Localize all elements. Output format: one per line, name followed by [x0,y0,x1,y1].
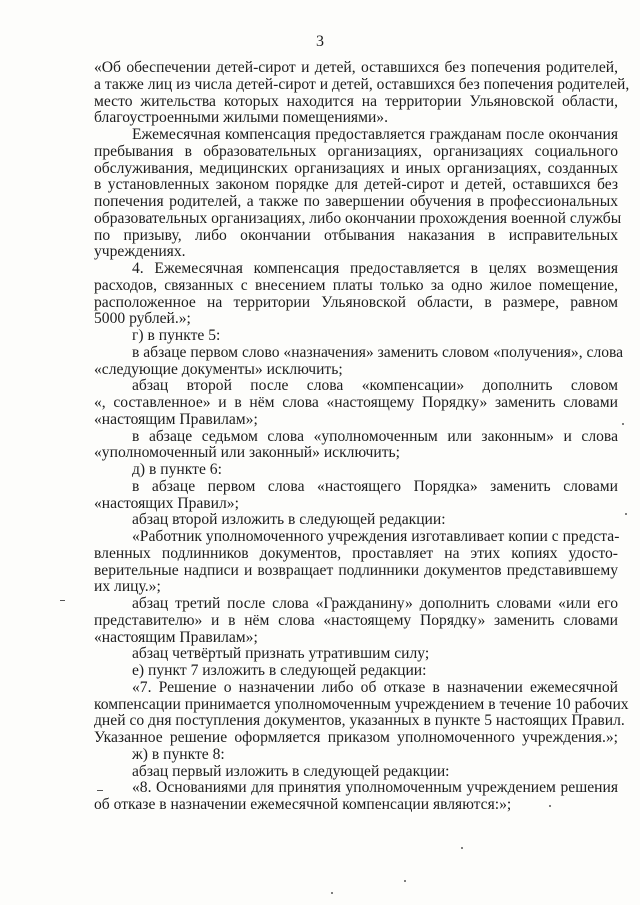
text-line: абзац третий после слова «Гражданину» дополнить словами «или его [132,595,618,612]
text-line: об отказе в назначении ежемесячной компенсации являются:»; [94,796,512,813]
text-line: «настоящим Правилам»; [94,410,258,428]
scan-speck [60,600,65,601]
text-line: расходов, связанных с внесением платы только за одно жилое помещение, [94,276,618,294]
scan-speck [622,423,624,425]
text-line: «Об обеспечении детей-сирот и детей, оставшихся без попечения родителей, [94,59,618,76]
text-line: верительные надписи и возвращает подлинники документов представившему [94,561,618,579]
text-line: «настоящим Правилам»; [94,628,258,646]
text-line: 4. Ежемесячная компенсация предоставляется в целях возмещения [132,260,618,277]
text-line: «Работник уполномоченного учреждения изготавливает копии с предста- [132,528,620,545]
text-line: компенсации принимается уполномоченным учреждением в течение 10 рабочих [94,695,629,713]
text-line: «8. Основаниями для принятия уполномоченным учреждением решения [132,779,618,797]
document-body [94,59,630,814]
scan-speck [97,790,103,791]
text-line: абзац первый изложить в следующей редакции: [132,762,450,780]
text-line: в установленных законом порядке для детей-сирот и детей, оставшихся без [94,176,618,194]
text-line: абзац второй после слова «компенсации» дополнить словом [132,377,618,395]
text-line: 5000 рублей.»; [94,310,191,328]
text-line: пребывания в образовательных организациях, организациях социального [94,142,618,160]
text-line: «следующие документы» исключить; [94,360,343,378]
text-line: «уполномоченный или законный» исключить; [94,444,400,462]
scan-speck [625,513,627,515]
text-line: е) пункт 7 изложить в следующей редакции: [132,662,427,679]
text-line: дней со дня поступления документов, указанных в пункте 5 настоящих Правил. [94,712,625,730]
text-line: «7. Решение о назначении либо об отказе в назначении ежемесячной [132,678,618,696]
text-line: расположенное на территории Ульяновской области, в размере, равном [94,293,618,311]
text-line: а также лиц из числа детей-сирот и детей, оставшихся без попечения родителей, [94,75,630,93]
scan-speck [331,892,333,894]
text-line: д) в пункте 6: [132,461,222,478]
text-line: Указанное решение оформляется приказом уполномоченного учреждения.»; [94,729,618,746]
text-line: «, составленное» и в нём слова «настоящему Порядку» заменить словами [94,394,618,411]
text-line: их лицу.»; [94,578,161,596]
scan-speck [461,847,463,849]
text-line: место жительства которых находится на территории Ульяновской области, [94,92,618,110]
text-line: учреждениях. [94,243,186,261]
text-line: абзац четвёртый признать утратившим силу; [132,645,430,663]
text-line: в абзаце седьмом слова «уполномоченным или законным» и слова [132,427,618,445]
text-line: Ежемесячная компенсация предоставляется гражданам после окончания [132,126,618,143]
scan-speck [549,805,551,807]
text-line: образовательных организациях, либо окончании прохождения военной службы [94,209,622,227]
text-line: ж) в пункте 8: [132,745,225,763]
scan-speck [404,880,406,882]
text-line: благоустроенными жилыми помещениями». [94,109,388,127]
text-line: «настоящих Правил»; [94,494,239,512]
text-line: по призыву, либо окончании отбывания наказания в исправительных [94,226,618,244]
text-line: в абзаце первом слова «настоящего Порядка» заменить словами [132,477,618,495]
text-line: в абзаце первом слово «назначения» заменить словом «получения», слова [132,343,624,361]
page-number: 3 [316,33,324,50]
text-line: абзац второй изложить в следующей редакции: [132,511,446,529]
text-line: представителю» и в нём слова «настоящему Порядку» заменить словами [94,611,618,629]
text-line: г) в пункте 5: [132,327,221,344]
text-line: обслуживания, медицинских организациях и иных организациях, созданных [94,159,618,177]
text-line: вленных подлинников документов, проставляет на этих копиях удосто- [94,544,618,562]
text-line: попечения родителей, а также по завершении обучения в профессиональных [94,193,618,210]
